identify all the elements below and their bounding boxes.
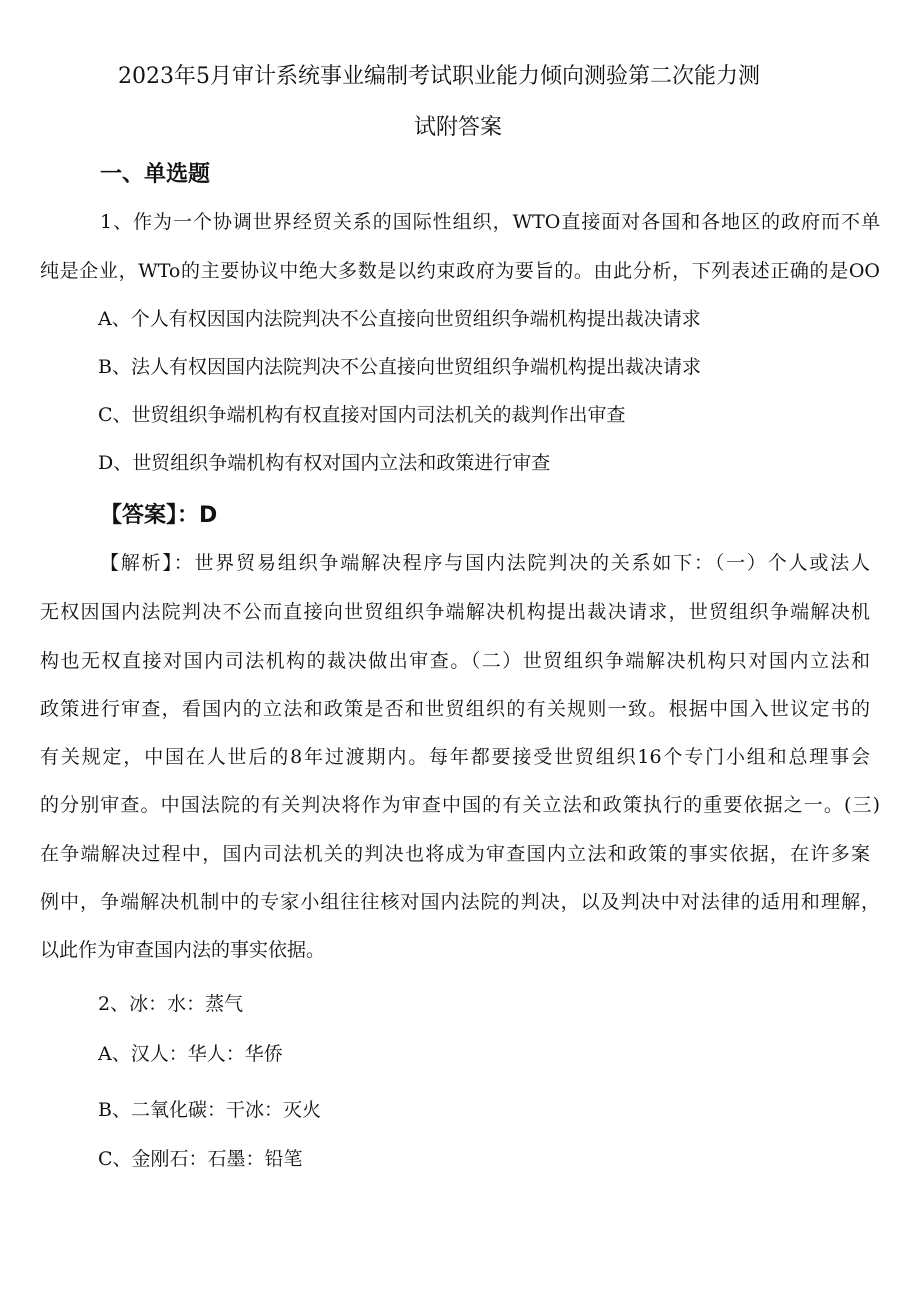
analysis-line-6: 的分别审查。中国法院的有关判决将作为审查中国的有关立法和政策执行的重要依据之一。(三) <box>40 794 880 816</box>
analysis-line-3: 构也无权直接对国内司法机构的裁决做出审查。（二）世贸组织争端解决机构只对国内立法和 <box>40 650 870 672</box>
question-1-option-d: D、世贸组织争端机构有权对国内立法和政策进行审查 <box>98 452 551 474</box>
question-1-option-b: B、法人有权因国内法院判决不公直接向世贸组织争端机构提出裁决请求 <box>98 356 701 378</box>
question-1-option-c: C、世贸组织争端机构有权直接对国内司法机关的裁判作出审查 <box>98 404 626 426</box>
analysis-line-8: 例中，争端解决机制中的专家小组往往核对国内法院的判决，以及判决中对法律的适用和理解， <box>40 891 880 913</box>
question-2-stem: 2、冰：水：蒸气 <box>98 993 244 1015</box>
question-1-option-a: A、个人有权因国内法院判决不公直接向世贸组织争端机构提出裁决请求 <box>98 308 701 330</box>
question-2-option-c: C、金刚石：石墨：铅笔 <box>98 1148 303 1170</box>
analysis-line-5: 有关规定，中国在人世后的8年过渡期内。每年都要接受世贸组织16个专门小组和总理事会 <box>40 746 870 768</box>
analysis-line-9: 以此作为审查国内法的事实依据。 <box>40 939 326 961</box>
analysis-line-2: 无权因国内法院判决不公而直接向世贸组织争端解决机构提出裁决请求，世贸组织争端解决机 <box>40 601 870 623</box>
page-title-line-2: 试附答案 <box>414 115 503 140</box>
question-1-stem-line-1: 1、作为一个协调世界经贸关系的国际性组织，WTO直接面对各国和各地区的政府而不单 <box>100 211 880 233</box>
question-1-stem-line-2: 纯是企业，WTo的主要协议中绝大多数是以约束政府为要旨的。由此分析，下列表述正确的是OO <box>40 260 880 282</box>
analysis-line-4: 政策进行审查，看国内的立法和政策是否和世贸组织的有关规则一致。根据中国入世议定书的 <box>40 698 870 720</box>
analysis-line-7: 在争端解决过程中，国内司法机关的判决也将成为审查国内立法和政策的事实依据，在许多案 <box>40 843 870 865</box>
section-heading: 一、单选题 <box>100 162 211 187</box>
question-2-option-a: A、汉人：华人：华侨 <box>98 1043 283 1065</box>
page-title-line-1: 2023年5月审计系统事业编制考试职业能力倾向测验第二次能力测 <box>118 64 760 89</box>
question-2-option-b: B、二氧化碳：干冰：灭火 <box>98 1099 321 1121</box>
analysis-line-1: 【解析】：世界贸易组织争端解决程序与国内法院判决的关系如下：（一）个人或法人 <box>100 552 870 574</box>
question-1-answer: 【答案】：D <box>100 503 218 528</box>
